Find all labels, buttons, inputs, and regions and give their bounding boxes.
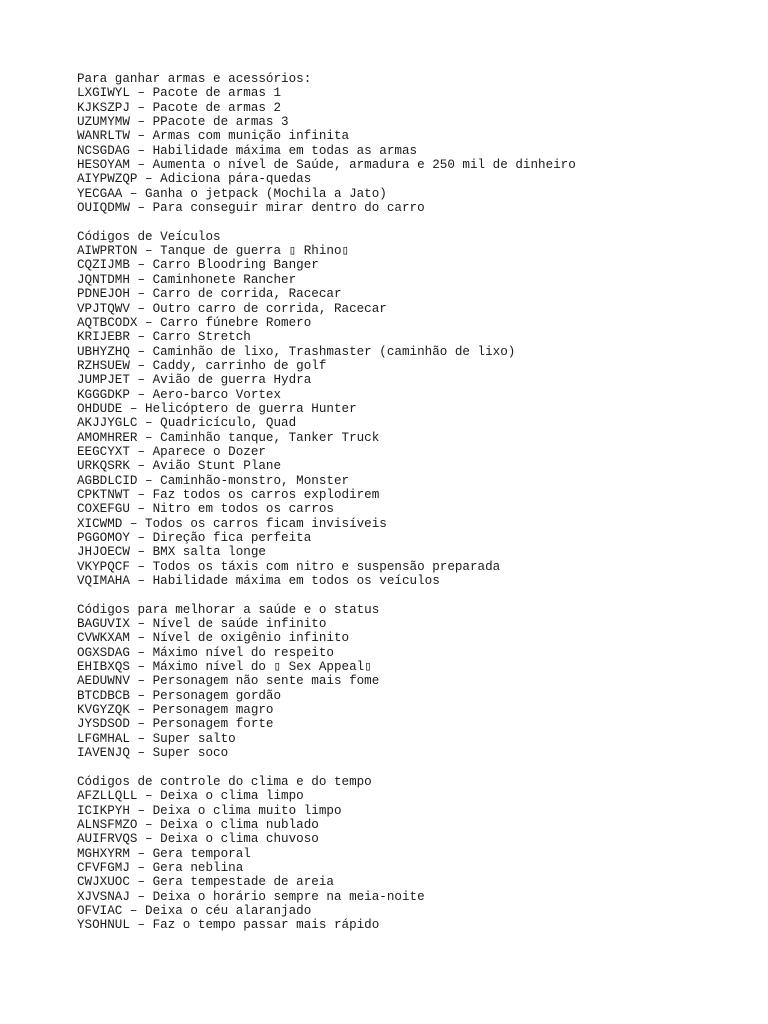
cheat-line: XJVSNAJ – Deixa o horário sempre na meia-noite xyxy=(77,889,425,904)
cheat-line: XICWMD – Todos os carros ficam invisíveis xyxy=(77,516,387,531)
document-body xyxy=(77,72,747,947)
cheat-line: KGGGDKP – Aero-barco Vortex xyxy=(77,387,282,402)
section-heading: Códigos de controle do clima e do tempo xyxy=(77,774,372,789)
cheat-line: CPKTNWT – Faz todos os carros explodirem xyxy=(77,487,380,502)
cheat-line: CVWKXAM – Nível de oxigênio infinito xyxy=(77,631,350,646)
cheat-line: WANRLTW – Armas com munição infinita xyxy=(77,129,350,144)
cheat-line: LFGMHAL – Super salto xyxy=(77,731,236,746)
cheat-line: KJKSZPJ – Pacote de armas 2 xyxy=(77,100,282,115)
cheat-line: BTCDBCB – Personagem gordão xyxy=(77,688,282,703)
cheat-line: VKYPQCF – Todos os táxis com nitro e suspensão preparada xyxy=(77,559,501,574)
cheat-line: KVGYZQK – Personagem magro xyxy=(77,703,274,718)
cheat-line: OFVIAC – Deixa o céu alaranjado xyxy=(77,903,312,918)
cheat-line: AGBDLCID – Caminhão-monstro, Monster xyxy=(77,473,350,488)
cheat-line: YSOHNUL – Faz o tempo passar mais rápido xyxy=(77,918,380,933)
cheat-line: JUMPJET – Avião de guerra Hydra xyxy=(77,373,312,388)
cheat-line: OUIQDMW – Para conseguir mirar dentro do carro xyxy=(77,201,425,216)
cheat-line: AFZLLQLL – Deixa o clima limpo xyxy=(77,789,304,804)
cheat-line: PDNEJOH – Carro de corrida, Racecar xyxy=(77,287,342,302)
cheat-line: AIYPWZQP – Adiciona pára-quedas xyxy=(77,172,312,187)
section-weather-time xyxy=(77,775,747,933)
cheat-line: VPJTQWV – Outro carro de corrida, Racecar xyxy=(77,301,387,316)
section-health-status xyxy=(77,603,747,761)
cheat-line: MGHXYRM – Gera temporal xyxy=(77,846,251,861)
cheat-line: UBHYZHQ – Caminhão de lixo, Trashmaster (caminhão de lixo) xyxy=(77,344,516,359)
cheat-line: COXEFGU – Nitro em todos os carros xyxy=(77,502,334,517)
cheat-line: AQTBCODX – Carro fúnebre Romero xyxy=(77,315,312,330)
section-heading: Códigos para melhorar a saúde e o status xyxy=(77,602,380,617)
cheat-line: ALNSFMZO – Deixa o clima nublado xyxy=(77,817,319,832)
section-vehicles xyxy=(77,230,747,589)
cheat-line: AKJJYGLC – Quadricículo, Quad xyxy=(77,416,297,431)
cheat-line: YECGAA – Ganha o jetpack (Mochila a Jato) xyxy=(77,186,387,201)
cheat-line: ICIKPYH – Deixa o clima muito limpo xyxy=(77,803,342,818)
cheat-line: LXGIWYL – Pacote de armas 1 xyxy=(77,86,282,101)
cheat-line: AMOMHRER – Caminhão tanque, Tanker Truck xyxy=(77,430,380,445)
cheat-line: EHIBXQS – Máximo nível do ▯ Sex Appeal▯ xyxy=(77,660,372,675)
cheat-line: CFVFGMJ – Gera neblina xyxy=(77,860,244,875)
cheat-line: JQNTDMH – Caminhonete Rancher xyxy=(77,272,297,287)
cheat-line: URKQSRK – Avião Stunt Plane xyxy=(77,459,282,474)
cheat-line: VQIMAHA – Habilidade máxima em todos os veículos xyxy=(77,574,440,589)
cheat-line: RZHSUEW – Caddy, carrinho de golf xyxy=(77,358,327,373)
cheat-line: JHJOECW – BMX salta longe xyxy=(77,545,266,560)
cheat-line: PGGOMOY – Direção fica perfeita xyxy=(77,531,312,545)
cheat-line: JYSDSOD – Personagem forte xyxy=(77,717,274,732)
cheat-line: OGXSDAG – Máximo nível do respeito xyxy=(77,645,334,660)
cheat-line: KRIJEBR – Carro Stretch xyxy=(77,330,251,345)
cheat-line: NCSGDAG – Habilidade máxima em todas as armas xyxy=(77,143,418,158)
section-weapons xyxy=(77,72,747,215)
cheat-line: CQZIJMB – Carro Bloodring Banger xyxy=(77,258,319,273)
cheat-line: HESOYAM – Aumenta o nível de Saúde, armadura e 250 mil de dinheiro xyxy=(77,158,576,173)
cheat-line: IAVENJQ – Super soco xyxy=(77,746,229,761)
cheat-line: BAGUVIX – Nível de saúde infinito xyxy=(77,617,327,632)
cheat-line: EEGCYXT – Aparece o Dozer xyxy=(77,444,266,459)
cheat-line: CWJXUOC – Gera tempestade de areia xyxy=(77,875,334,890)
cheat-line: OHDUDE – Helicóptero de guerra Hunter xyxy=(77,401,357,416)
cheat-line: AEDUWNV – Personagem não sente mais fome xyxy=(77,674,380,689)
cheat-line: UZUMYMW – PPacote de armas 3 xyxy=(77,115,289,130)
cheat-line: AUIFRVQS – Deixa o clima chuvoso xyxy=(77,832,319,847)
cheat-line: AIWPRTON – Tanque de guerra ▯ Rhino▯ xyxy=(77,244,350,259)
section-heading: Códigos de Veículos xyxy=(77,229,221,244)
section-heading: Para ganhar armas e acessórios: xyxy=(77,72,312,86)
